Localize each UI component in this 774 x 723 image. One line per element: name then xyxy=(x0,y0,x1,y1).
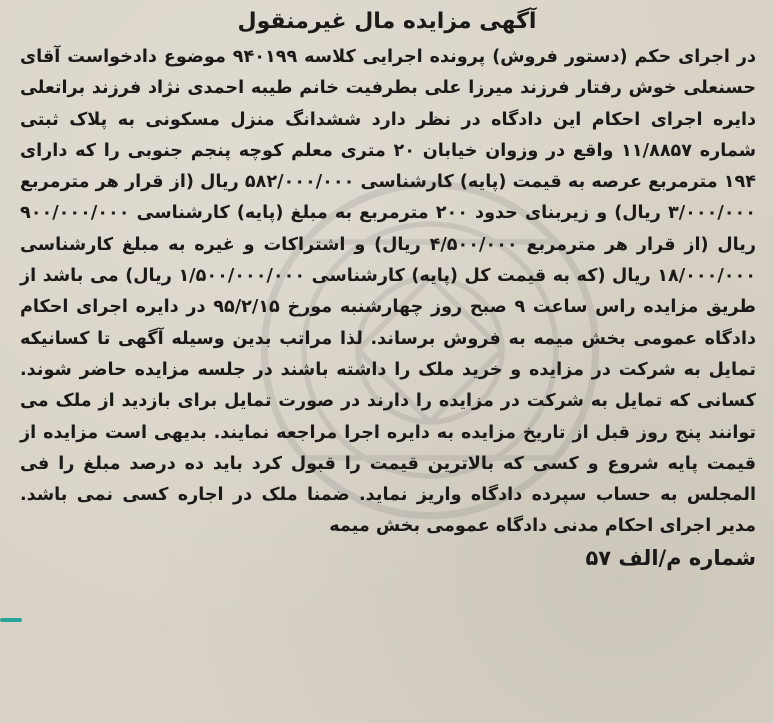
notice-reference-number: شماره م/الف ۵۷ xyxy=(585,545,756,570)
notice-body: در اجرای حکم (دستور فروش) پرونده اجرایی کلاسه ۹۴۰۱۹۹ موضوع دادخواست آقای حسنعلی خوش رفتار فرزند میرزا علی بطرفیت خانم طیبه احمدی نژاد فرزند براتعلی دایره اجرای احکام این دادگاه در نظر دارد ششدانگ منزل مسکونی به پلاک ثبتی شماره ۱۱/۸۸۵۷ واقع در وزوان خیابان ۲۰ متری معلم کوچه پنجم جنوبی را که دارای ۱۹۴ مترمربع عرصه به قیمت (پایه) کارشناسی ۵۸۲/۰۰۰/۰۰۰ ریال (از قرار هر مترمربع ۳/۰۰۰/۰۰۰ ریال) و زیربنای حدود ۲۰۰ مترمربع به مبلغ (پایه) کارشناسی ۹۰۰/۰۰۰/۰۰۰ ریال (از قرار هر مترمربع ۴/۵۰۰/۰۰۰ ریال) و اشتراکات و غیره به مبلغ کارشناسی ۱۸/۰۰۰/۰۰۰ ریال (که به قیمت کل (پایه) کارشناسی ۱/۵۰۰/۰۰۰/۰۰۰ ریال) می باشد از طریق مزایده راس ساعت ۹ صبح روز چهارشنبه مورخ ۹۵/۲/۱۵ در دایره اجرای احکام دادگاه عمومی بخش میمه به فروش برساند. لذا مراتب بدین وسیله آگهی تا کسانیکه تمایل به شرکت در مزایده و خرید ملک را داشته باشند در جلسه مزایده حاضر شوند. کسانی که تمایل به شرکت در مزایده را دارند در صورت تمایل برای بازدید از ملک می توانند پنج روز قبل از تاریخ مزایده به دایره اجرا مراجعه نمایند. بدیهی است مزایده از قیمت پایه شروع و کسی که بالاترین قیمت را قبول کرد باید ده درصد مبلغ را فی المجلس به حساب سپرده دادگاه واریز نماید. ضمنا ملک در اجاره کسی نمی باشد. مدیر اجرای احکام مدنی دادگاه عمومی بخش میمه xyxy=(20,47,756,537)
auction-notice xyxy=(14,2,760,720)
notice-title: آگهی مزایده مال غیرمنقول xyxy=(237,9,537,34)
edge-marker xyxy=(0,618,22,622)
